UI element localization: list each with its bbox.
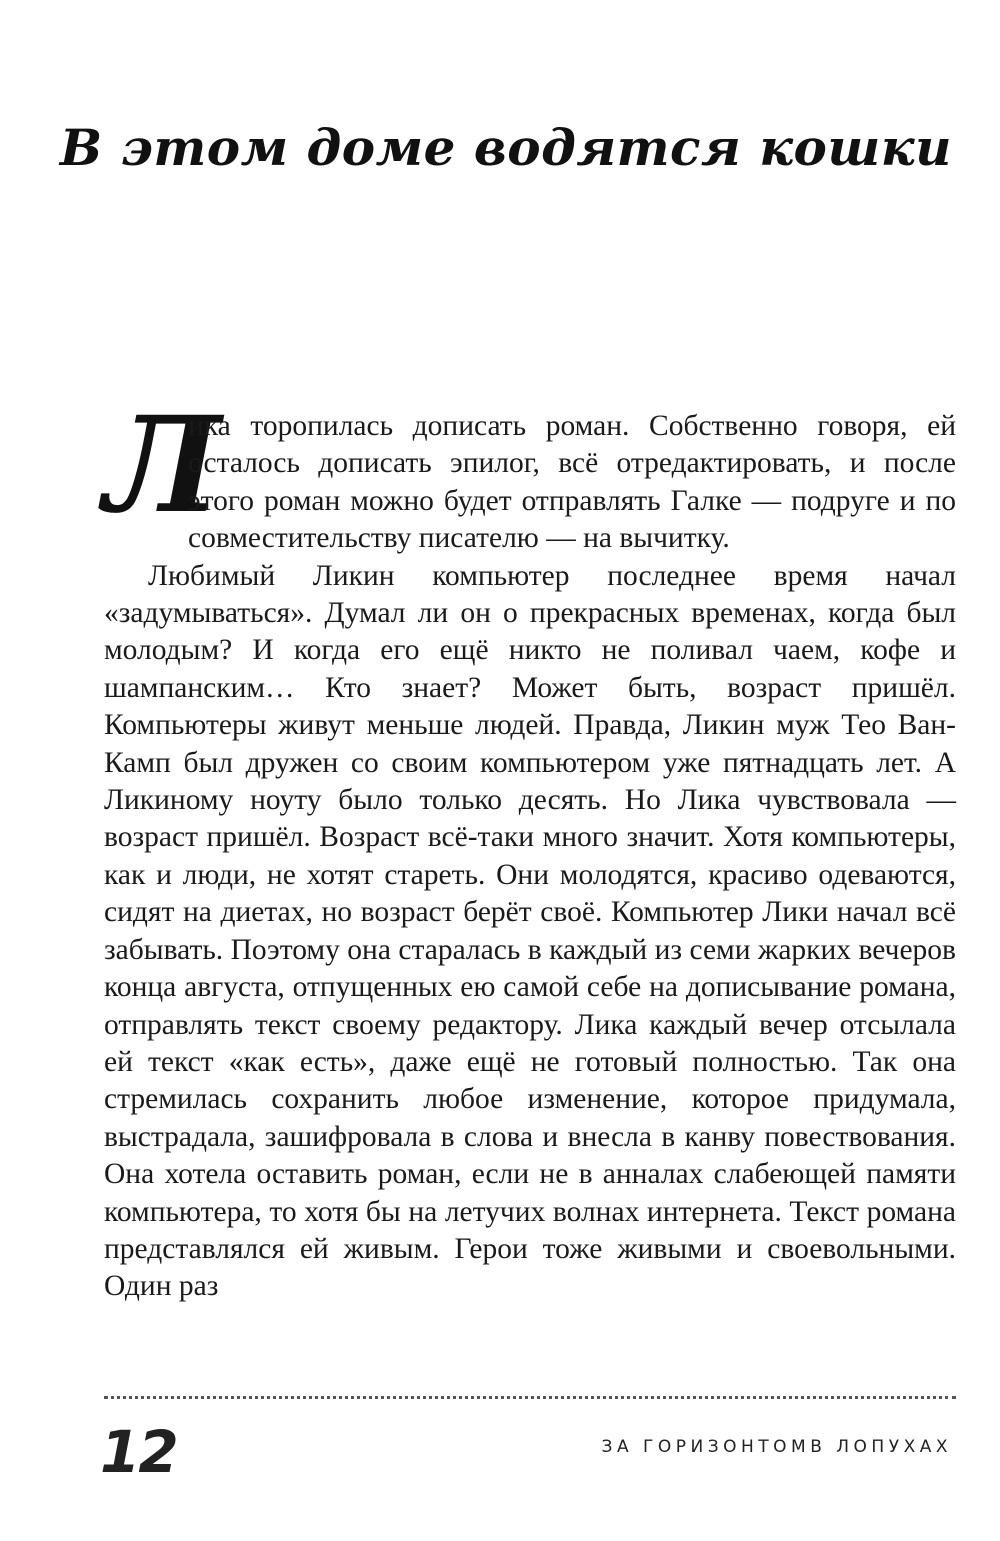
paragraph-1-text: ика торопилась дописать роман. Собственно говоря, ей осталось дописать эпилог, всё отредактировать, и после этого роман можно будет отправлять Галке — подруге и по совместительству писателю — на вычитку. xyxy=(188,410,956,555)
body-text xyxy=(104,388,956,1306)
drop-cap: Л xyxy=(104,388,221,543)
running-footer-title: ЗА ГОРИЗОНТОМВ ЛОПУХАХ xyxy=(601,1437,952,1457)
chapter-title: В этом доме водятся кошки xyxy=(59,118,952,177)
footer-divider xyxy=(104,1396,956,1399)
paragraph-2: Любимый Ликин компьютер последнее время начал «задумываться». Думал ли он о прекрасных временах, когда был молодым? И когда его ещё никто не поливал чаем, кофе и шампанским… Кто знает? Может быть, возраст пришёл. Компьютеры живут меньше людей. Правда, Ликин муж Тео Ван-Камп был дружен со своим компьютером уже пятнадцать лет. А Ликиному ноуту было только десять. Но Лика чувствовала — возраст пришёл. Возраст всё-таки много значит. Хотя компьютеры, как и люди, не хотят стареть. Они молодятся, красиво одеваются, сидят на диетах, но возраст берёт своё. Компьютер Лики начал всё забывать. Поэтому она старалась в каждый из семи жарких вечеров конца августа, отпущенных ею самой себе на дописывание романа, отправлять текст своему редактору. Лика каждый вечер отсылала ей текст «как есть», даже ещё не готовый полностью. Так она стремилась сохранить любое изменение, которое придумала, выстрадала, зашифровала в слова и внесла в канву повествования. Она хотела оставить роман, если не в анналах слабеющей памяти компьютера, то хотя бы на летучих волнах интернета. Текст романа представлялся ей живым. Герои тоже живыми и своевольными. Один раз xyxy=(104,559,956,1303)
page-number: 12 xyxy=(100,1418,177,1486)
paragraph-1 xyxy=(104,388,956,558)
